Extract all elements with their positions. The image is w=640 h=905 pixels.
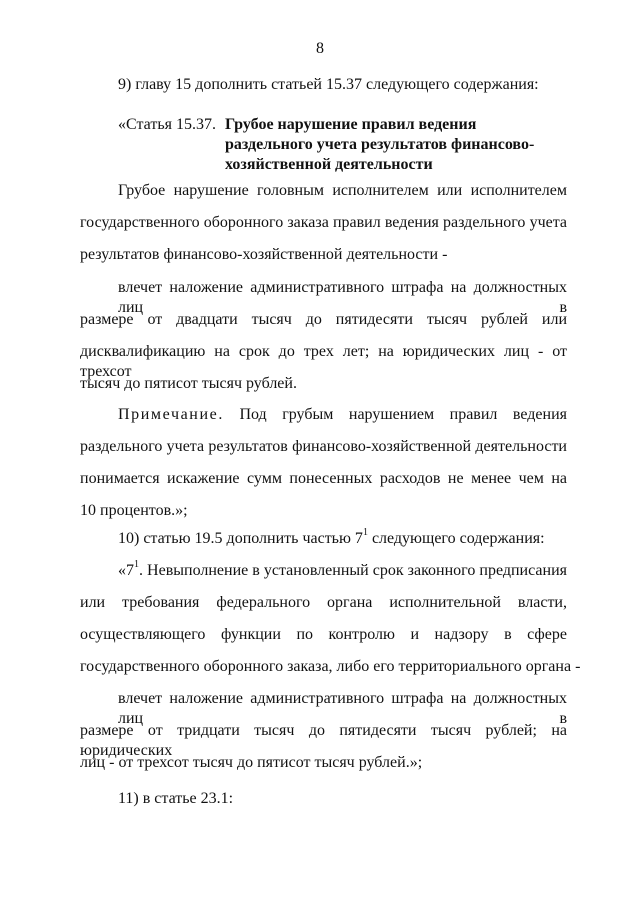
superscript: 1: [134, 558, 139, 570]
paragraph-line: результатов финансово-хозяйственной деятельности -: [80, 246, 448, 263]
article-title: Грубое нарушение правил ведения раздельного учета результатов финансово-хозяйственной деятельности: [225, 116, 535, 173]
note-label: Примечание.: [118, 406, 224, 423]
paragraph-line: лиц - от трехсот тысяч до пятисот тысяч рублей.»;: [80, 754, 423, 771]
note-line: [118, 405, 567, 425]
part-7-1-line: государственного оборонного заказа, либо его территориального органа -: [80, 658, 581, 675]
paragraph-line: влечет наложение административного штрафа на должностных лиц в: [118, 279, 567, 316]
item-9: 9) главу 15 дополнить статьей 15.37 следующего содержания:: [118, 76, 539, 93]
note-text: Под грубым нарушением правил ведения: [239, 406, 568, 423]
note-line: понимается искажение сумм понесенных расходов не менее чем на: [80, 470, 567, 487]
item-10: 10) статью 19.5 дополнить частью $7^1$ следующего содержания:: [118, 526, 545, 547]
page-number: 8: [316, 40, 324, 57]
part-7-1-line: осуществляющего функции по контролю и надзору в сфере: [80, 626, 567, 643]
note-line: раздельного учета результатов финансово-хозяйственной деятельности: [80, 438, 567, 455]
note-line: 10 процентов.»;: [80, 502, 188, 519]
paragraph-line: тысяч до пятисот тысяч рублей.: [80, 375, 297, 392]
part-7-1-line: или требования федерального органа исполнительной власти,: [80, 594, 567, 611]
article-label: «Статья 15.37.: [118, 116, 216, 133]
paragraph-line: размере от тридцати тысяч до пятидесяти тысяч рублей; на юридических: [80, 722, 567, 759]
paragraph-line: Грубое нарушение головным исполнителем или исполнителем: [118, 182, 567, 199]
paragraph-line: влечет наложение административного штрафа на должностных лиц в: [118, 690, 567, 727]
part-7-1-line: «$7^1$. Невыполнение в установленный срок законного предписания: [118, 558, 567, 579]
paragraph-line: государственного оборонного заказа правил ведения раздельного учета: [80, 214, 567, 231]
paragraph-line: размере от двадцати тысяч до пятидесяти тысяч рублей или: [80, 311, 567, 328]
superscript: 1: [362, 526, 368, 538]
item-11: 11) в статье 23.1:: [118, 790, 234, 807]
paragraph-line: дисквалификацию на срок до трех лет; на юридических лиц - от трехсот: [80, 343, 567, 380]
